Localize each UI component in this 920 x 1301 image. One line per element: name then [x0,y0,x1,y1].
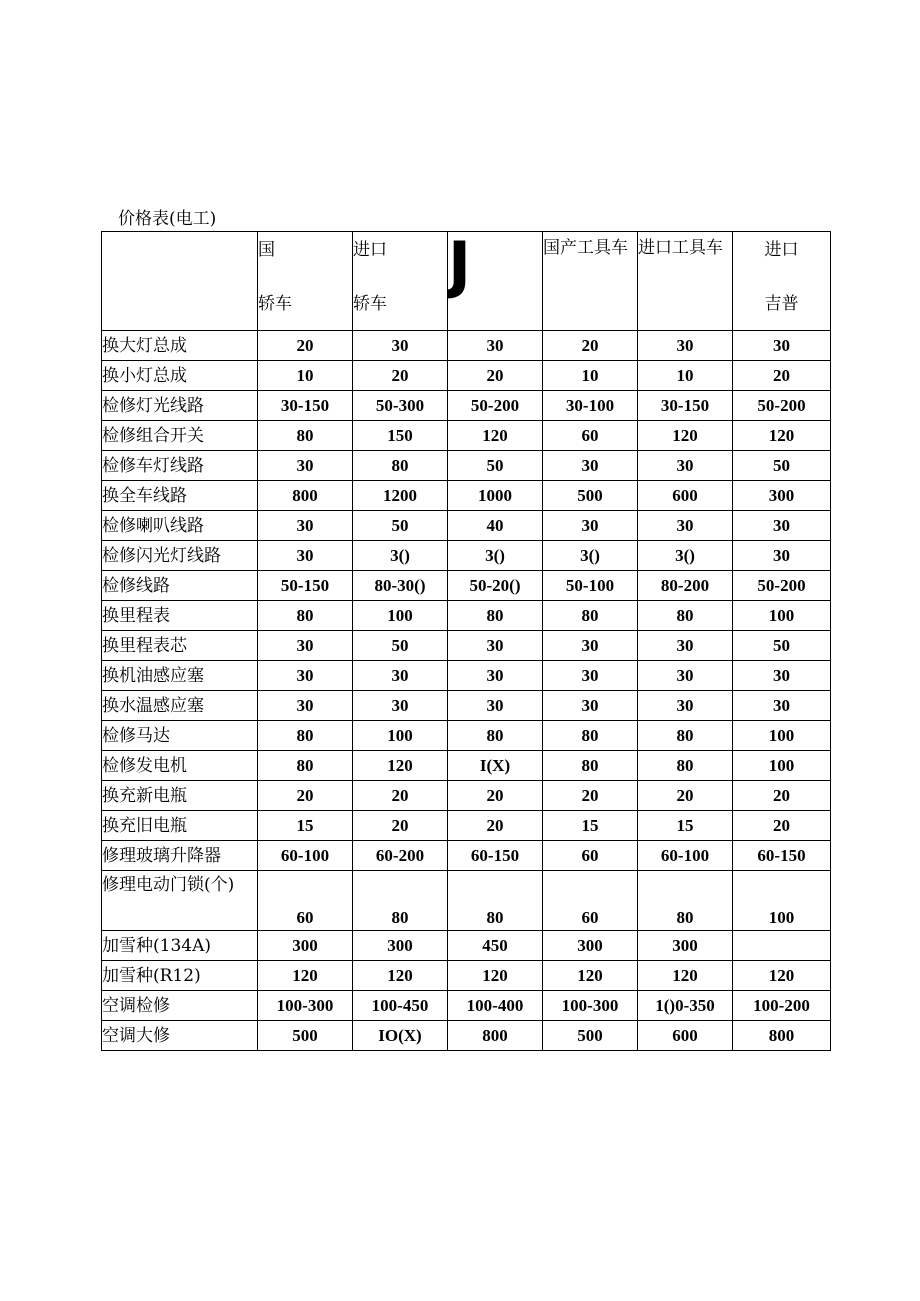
header-col-imported-jeep [733,232,831,331]
price-cell: 40 [448,511,543,541]
price-cell: 30 [638,451,733,481]
row-label: 换机油感应塞 [102,661,258,691]
table-row [102,841,831,871]
price-cell: 60-100 [638,841,733,871]
price-cell: 20 [353,781,448,811]
row-label: 换水温感应塞 [102,691,258,721]
price-cell: 20 [448,811,543,841]
price-cell: 1000 [448,481,543,511]
price-cell: 10 [258,361,353,391]
price-cell: 80 [543,751,638,781]
price-cell: 120 [448,421,543,451]
price-cell: 100 [733,721,831,751]
price-cell: 30 [353,691,448,721]
row-label: 检修组合开关 [102,421,258,451]
price-cell: 30 [448,691,543,721]
table-row [102,451,831,481]
row-label: 加雪种(R12) [102,961,258,991]
row-label: 加雪种(134A) [102,931,258,961]
price-cell: 100 [353,601,448,631]
header-col-domestic-sedan [258,232,353,331]
row-label: 空调检修 [102,991,258,1021]
header-col-imported-utility [638,232,733,331]
header-text: 吉普 [764,294,799,314]
table-row [102,961,831,991]
price-cell: 30 [353,661,448,691]
price-cell: 120 [448,961,543,991]
table-row [102,511,831,541]
price-cell: 30 [258,661,353,691]
price-cell: 500 [258,1021,353,1051]
table-row [102,721,831,751]
price-cell: 120 [353,751,448,781]
header-glyph: J [448,231,472,301]
price-cell: 80 [258,721,353,751]
price-cell: 80 [353,451,448,481]
price-cell: 30 [353,331,448,361]
row-label: 检修马达 [102,721,258,751]
price-cell: 1200 [353,481,448,511]
price-cell: 80-30() [353,571,448,601]
price-cell: 30 [638,661,733,691]
price-cell: 60 [543,841,638,871]
header-col-domestic-utility [543,232,638,331]
price-cell: 30 [258,511,353,541]
row-label: 换充旧电瓶 [102,811,258,841]
price-cell: 100 [733,601,831,631]
price-cell [733,931,831,961]
price-cell: 30-100 [543,391,638,421]
row-label: 空调大修 [102,1021,258,1051]
table-row [102,601,831,631]
price-cell: 20 [258,781,353,811]
table-row [102,751,831,781]
price-cell: 10 [543,361,638,391]
price-cell: 20 [733,811,831,841]
price-cell: 30 [638,511,733,541]
row-label: 检修灯光线路 [102,391,258,421]
table-row [102,541,831,571]
price-cell: 3() [543,541,638,571]
price-cell: 50 [448,451,543,481]
row-label: 检修发电机 [102,751,258,781]
price-cell: 1()0-350 [638,991,733,1021]
price-cell: 50 [733,451,831,481]
price-cell: 10 [638,361,733,391]
row-label: 换里程表芯 [102,631,258,661]
row-label: 换里程表 [102,601,258,631]
price-cell: 50-200 [448,391,543,421]
price-cell: 80 [638,721,733,751]
row-label: 换充新电瓶 [102,781,258,811]
price-cell: 120 [733,961,831,991]
header-text: 轿车 [258,294,292,314]
price-cell: 20 [353,811,448,841]
price-cell: 150 [353,421,448,451]
price-cell: 100-200 [733,991,831,1021]
table-row [102,331,831,361]
price-cell: 20 [733,361,831,391]
table-row [102,991,831,1021]
table-row [102,661,831,691]
price-cell: 3() [448,541,543,571]
header-col-imported-sedan [353,232,448,331]
price-cell: 30 [638,691,733,721]
table-row [102,631,831,661]
row-label: 修理电动门锁(个) [102,871,258,931]
price-cell: 50-100 [543,571,638,601]
price-cell: 300 [353,931,448,961]
row-label: 修理玻璃升降器 [102,841,258,871]
table-row [102,931,831,961]
header-text: 进口 [764,240,799,260]
price-cell: 800 [258,481,353,511]
table-caption: 价格表(电工) [118,209,217,229]
price-cell: 120 [733,421,831,451]
price-cell: 15 [258,811,353,841]
price-cell: 50-20() [448,571,543,601]
price-cell: 80 [258,601,353,631]
price-cell: 30 [543,691,638,721]
price-cell: 60 [543,871,638,931]
price-cell: 50-200 [733,391,831,421]
price-cell: 60-100 [258,841,353,871]
table-row [102,361,831,391]
price-cell: I(X) [448,751,543,781]
price-cell: 60-200 [353,841,448,871]
price-cell: 50-150 [258,571,353,601]
price-cell: 50-200 [733,571,831,601]
row-label: 检修闪光灯线路 [102,541,258,571]
price-cell: 80 [448,721,543,751]
price-cell: 30 [258,631,353,661]
table-row [102,781,831,811]
price-cell: 3() [638,541,733,571]
price-cell: 100-300 [258,991,353,1021]
price-table [101,231,831,1051]
price-cell: 80 [638,751,733,781]
price-cell: 60 [543,421,638,451]
price-cell: 120 [353,961,448,991]
header-corner-cell [102,232,258,331]
table-row [102,1021,831,1051]
price-cell: 450 [448,931,543,961]
header-text: 轿车 [353,294,387,314]
price-cell: 30 [733,541,831,571]
price-cell: 30 [448,631,543,661]
price-cell: 30 [448,331,543,361]
price-cell: 20 [258,331,353,361]
price-cell: 30 [733,511,831,541]
price-cell: 300 [733,481,831,511]
header-text: 进口 [353,240,387,260]
price-cell: 30 [733,661,831,691]
price-cell: 50-300 [353,391,448,421]
price-cell: 3() [353,541,448,571]
table-row [102,481,831,511]
table-row [102,571,831,601]
header-text: 国 [258,240,275,260]
price-cell: 15 [543,811,638,841]
price-cell: 60-150 [448,841,543,871]
price-cell: 30 [638,631,733,661]
price-cell: 500 [543,1021,638,1051]
price-cell: 100-450 [353,991,448,1021]
price-cell: 300 [543,931,638,961]
price-cell: 30 [543,631,638,661]
header-row [102,232,831,331]
price-cell: 20 [448,361,543,391]
table-row [102,691,831,721]
price-cell: 30 [258,451,353,481]
price-cell: 120 [258,961,353,991]
price-cell: 80 [638,601,733,631]
price-cell: 100-400 [448,991,543,1021]
price-cell: 800 [733,1021,831,1051]
row-label: 换全车线路 [102,481,258,511]
price-cell: 80 [448,871,543,931]
price-cell: 300 [258,931,353,961]
table-row [102,871,831,931]
price-cell: 800 [448,1021,543,1051]
price-cell: 80 [448,601,543,631]
price-cell: 30 [448,661,543,691]
price-cell: 50 [733,631,831,661]
price-cell: 20 [353,361,448,391]
price-cell: 120 [638,421,733,451]
price-cell: 80 [543,601,638,631]
price-cell: 80 [638,871,733,931]
table-row [102,811,831,841]
price-cell: 100 [733,871,831,931]
price-cell: 15 [638,811,733,841]
price-cell: 80 [258,421,353,451]
price-cell: 60 [258,871,353,931]
price-cell: 20 [638,781,733,811]
row-label: 检修车灯线路 [102,451,258,481]
price-cell: 30 [543,451,638,481]
price-cell: 20 [543,781,638,811]
price-cell: 60-150 [733,841,831,871]
table-row [102,391,831,421]
price-cell: 20 [733,781,831,811]
price-cell: 20 [448,781,543,811]
price-cell: 600 [638,481,733,511]
price-cell: 100 [733,751,831,781]
price-cell: 50 [353,631,448,661]
price-cell: 500 [543,481,638,511]
price-cell: 30-150 [638,391,733,421]
header-col-3 [448,232,543,331]
row-label: 换小灯总成 [102,361,258,391]
price-cell: 80 [353,871,448,931]
price-cell: 80 [258,751,353,781]
price-cell: 80 [543,721,638,751]
row-label: 检修线路 [102,571,258,601]
price-cell: 30 [733,331,831,361]
header-text: 国产工具车 [543,238,628,258]
row-label: 换大灯总成 [102,331,258,361]
price-cell: IO(X) [353,1021,448,1051]
header-text: 进口工具车 [638,238,723,258]
table-row [102,421,831,451]
price-cell: 30 [543,511,638,541]
price-cell: 120 [543,961,638,991]
price-cell: 30 [733,691,831,721]
row-label: 检修喇叭线路 [102,511,258,541]
price-cell: 30 [638,331,733,361]
price-cell: 120 [638,961,733,991]
price-cell: 30 [258,691,353,721]
price-cell: 50 [353,511,448,541]
price-cell: 30 [543,661,638,691]
price-cell: 30-150 [258,391,353,421]
price-cell: 80-200 [638,571,733,601]
price-cell: 30 [258,541,353,571]
price-cell: 600 [638,1021,733,1051]
price-cell: 300 [638,931,733,961]
price-cell: 100-300 [543,991,638,1021]
price-cell: 100 [353,721,448,751]
price-cell: 20 [543,331,638,361]
